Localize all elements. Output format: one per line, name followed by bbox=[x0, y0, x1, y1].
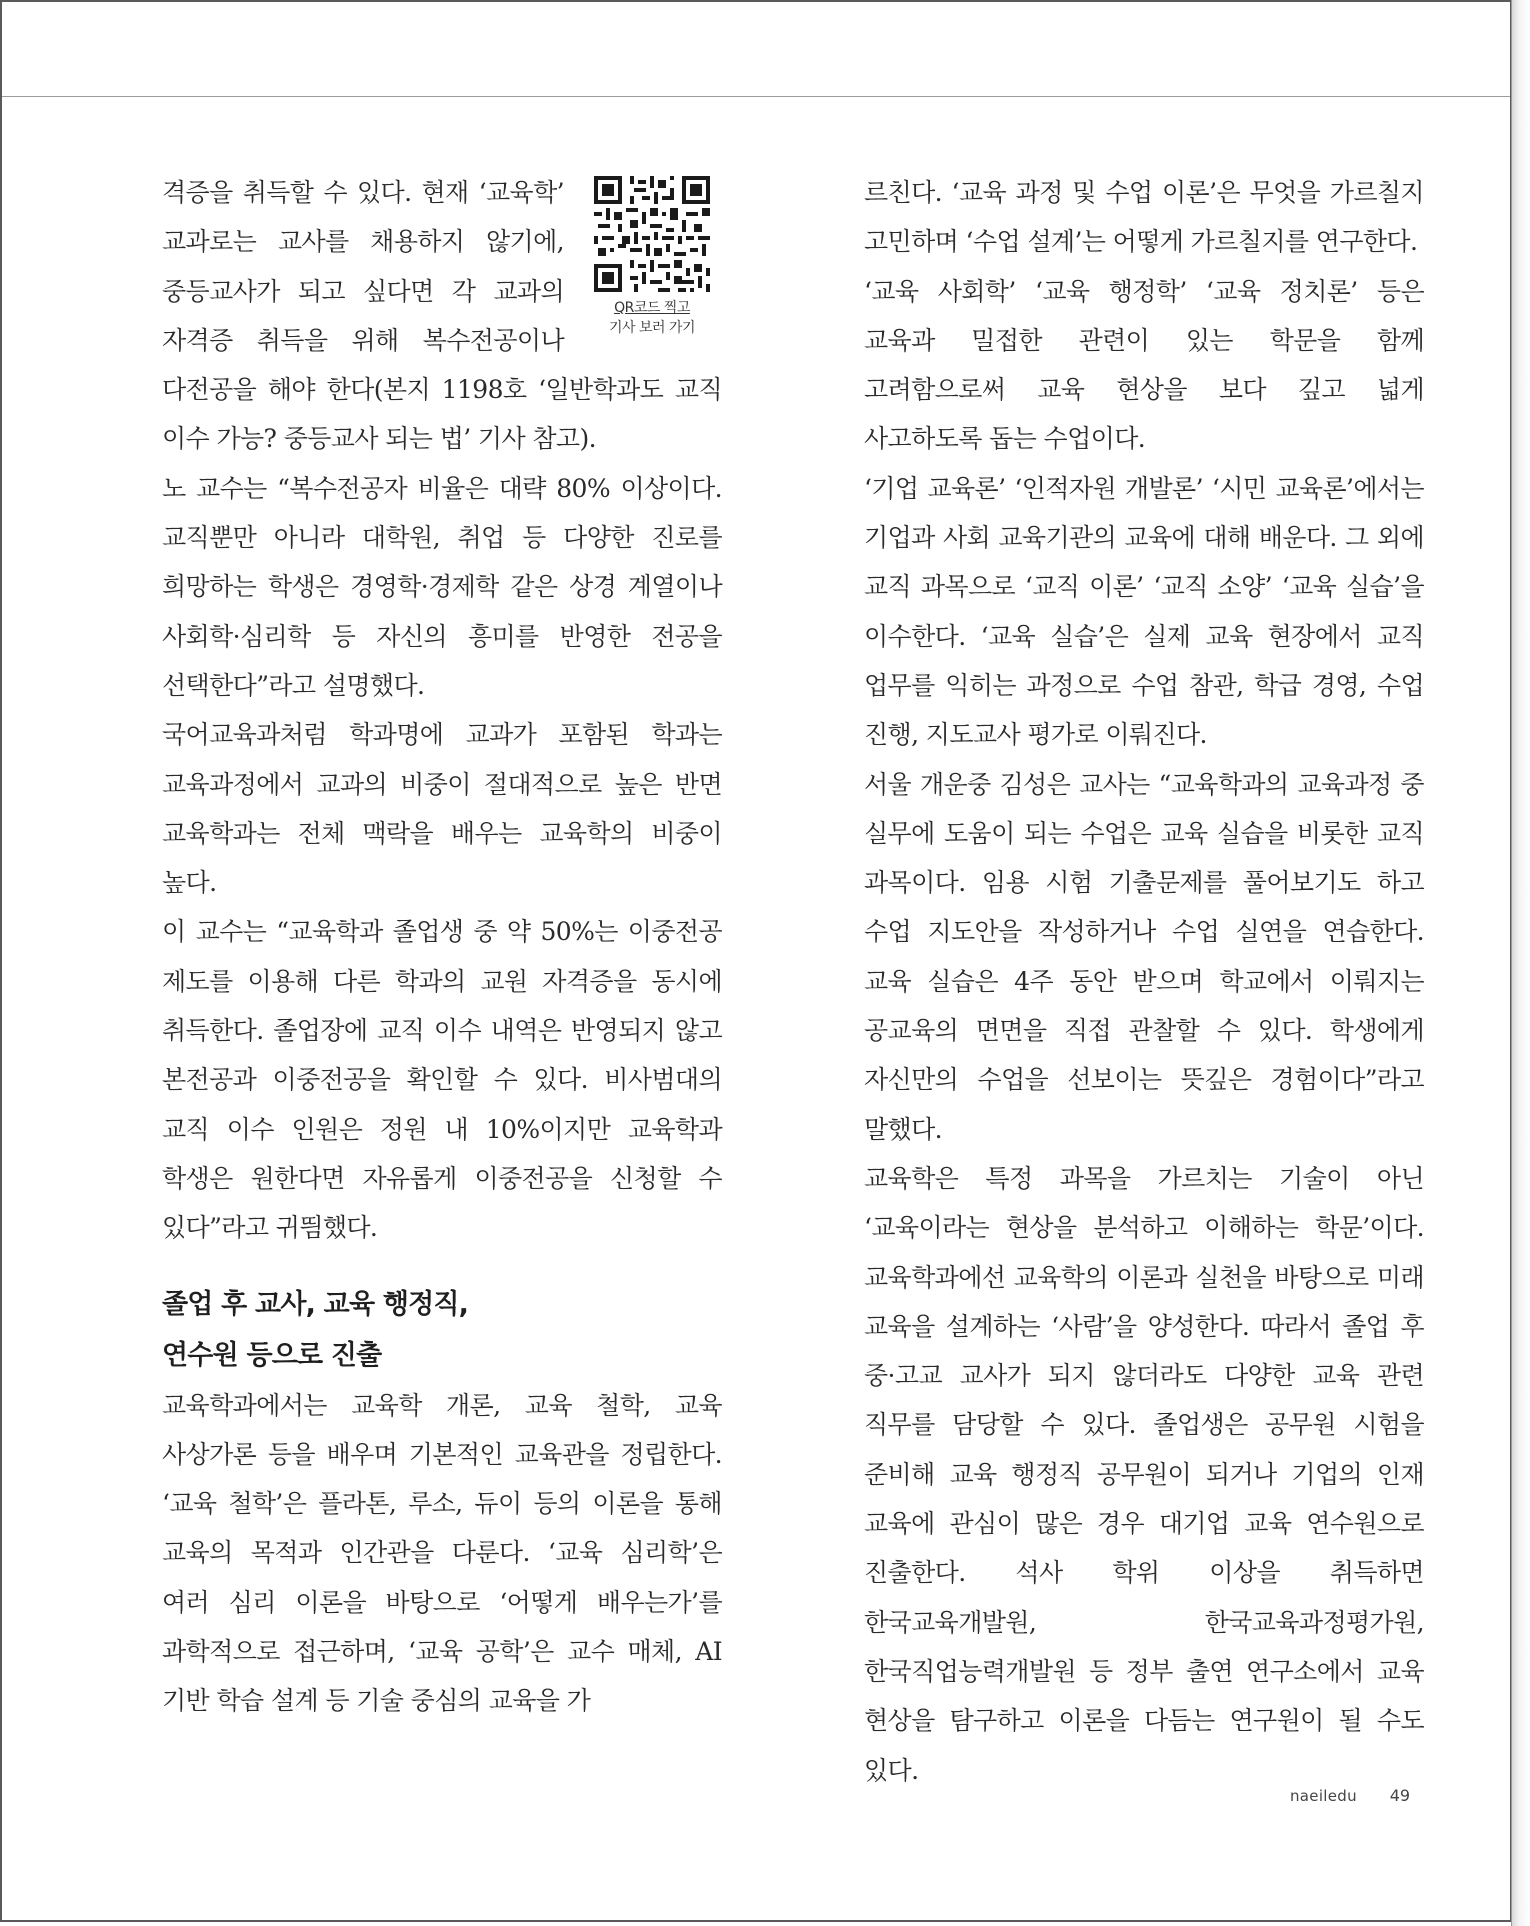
body-paragraph: 서울 개운중 김성은 교사는 “교육학과의 교육과정 중 실무에 도움이 되는 수업은 교육 실습을 비롯한 교직 과목이다. 임용 시험 기출문제를 풀어보기도 하고 수업 지도안을 작성하거나 수업 실연을 연습한다. 교육 실습은 4주 동안 받으며 학교에서 이뤄지는 공교육의 면면을 직접 관찰할 수 있다. 학생에게 자신만의 수업을 선보이는 뜻깊은 경험이다”라고 말했다. bbox=[864, 769, 1424, 1144]
section-heading-line2: 연수원 등으로 진출 bbox=[162, 1339, 382, 1371]
qr-code-icon[interactable] bbox=[594, 176, 710, 292]
section-heading-line1: 졸업 후 교사, 교육 행정직, bbox=[162, 1288, 469, 1320]
body-paragraph: 교육학과에서는 교육학 개론, 교육 철학, 교육 사상가론 등을 배우며 기본적인 교육관을 정립한다. ‘교육 철학’은 플라톤, 루소, 듀이 등의 이론을 통해 교육의 목적과 인간관을 다룬다. ‘교육 심리학’은 여러 심리 이론을 바탕으로 ‘어떻게 배우는가’를 과학적으로 접근하며, ‘교육 공학’은 교수 매체, AI 기반 학습 설계 등 기술 중심의 교육을 가 bbox=[162, 1390, 722, 1716]
body-paragraph: 이 교수는 “교육학과 졸업생 중 약 50%는 이중전공 제도를 이용해 다른 학과의 교원 자격증을 동시에 취득한다. 졸업장에 교직 이수 내역은 반영되지 않고 본전공과 이중전공을 확인할 수 있다. 비사범대의 교직 이수 인원은 정원 내 10%이지만 교육학과 학생은 원한다면 자유롭게 이중전공을 신청할 수 있다”라고 귀띔했다. bbox=[162, 917, 722, 1243]
left-column bbox=[162, 168, 722, 1726]
page-footer bbox=[1290, 1786, 1410, 1805]
body-paragraph: 국어교육과처럼 학과명에 교과가 포함된 학과는 교육과정에서 교과의 비중이 절대적으로 높은 반면 교육학과는 전체 맥락을 배우는 교육학의 비중이 높다. bbox=[162, 720, 722, 898]
body-paragraph: 교육학은 특정 과목을 가르치는 기술이 아닌 ‘교육이라는 현상을 분석하고 이해하는 학문’이다. 교육학과에선 교육학의 이론과 실천을 바탕으로 미래 교육을 설계하는 ‘사람’을 양성한다. 따라서 졸업 후 중·고교 교사가 되지 않더라도 다양한 교육 관련 직무를 담당할 수 있다. 졸업생은 공무원 시험을 준비해 교육 행정직 공무원이 되거나 기업의 인재 교육에 관심이 많은 경우 대기업 교육 연수원으로 진출한다. 석사 학위 이상을 취득하면 한국교육개발원, 한국교육과정평가원, 한국직업능력개발원 등 정부 출연 연구소에서 교육 현상을 탐구하고 이론을 다듬는 연구원이 될 수도 있다. bbox=[864, 1163, 1424, 1785]
body-paragraph: ‘교육 사회학’ ‘교육 행정학’ ‘교육 정치론’ 등은 교육과 밀접한 관련이 있는 학문을 함께 고려함으로써 교육 현상을 보다 깊고 넓게 사고하도록 돕는 수업이다. bbox=[864, 276, 1424, 454]
publication-name: naeiledu bbox=[1290, 1787, 1357, 1805]
body-paragraph: 르친다. ‘교육 과정 및 수업 이론’은 무엇을 가르칠지 고민하며 ‘수업 설계’는 어떻게 가르칠지를 연구한다. bbox=[864, 178, 1424, 257]
section-heading bbox=[162, 1279, 722, 1381]
qr-box[interactable] bbox=[582, 176, 722, 338]
right-column bbox=[864, 168, 1424, 1795]
page-number: 49 bbox=[1389, 1786, 1411, 1805]
paragraph-with-qr bbox=[162, 168, 722, 464]
body-paragraph: 격증을 취득할 수 있다. 현재 ‘교육학’ 교과로는 교사를 채용하지 않기에, 중등교사가 되고 싶다면 각 교과의 자격증 취득을 위해 복수전공이나 다전공을 해야 한다(본지 1198호 ‘일반학과도 교직 이수 가능? 중등교사 되는 법’ 기사 참고). bbox=[162, 178, 722, 454]
body-paragraph: 노 교수는 “복수전공자 비율은 대략 80% 이상이다. 교직뿐만 아니라 대학원, 취업 등 다양한 진로를 희망하는 학생은 경영학·경제학 같은 상경 계열이나 사회학·심리학 등 자신의 흥미를 반영한 전공을 선택한다”라고 설명했다. bbox=[162, 473, 722, 700]
body-paragraph: ‘기업 교육론’ ‘인적자원 개발론’ ‘시민 교육론’에서는 기업과 사회 교육기관의 교육에 대해 배운다. 그 외에 교직 과목으로 ‘교직 이론’ ‘교직 소양’ ‘교육 실습’을 이수한다. ‘교육 실습’은 실제 교육 현장에서 교직 업무를 익히는 과정으로 수업 참관, 학급 경영, 수업 진행, 지도교사 평가로 이뤄진다. bbox=[864, 473, 1424, 750]
qr-caption bbox=[582, 298, 722, 338]
qr-caption-line2: 기사 보러 가기 bbox=[608, 320, 696, 336]
qr-caption-line1: QR코드 찍고 bbox=[614, 300, 690, 316]
header-rule bbox=[2, 96, 1510, 97]
page-edge bbox=[1511, 0, 1530, 1926]
